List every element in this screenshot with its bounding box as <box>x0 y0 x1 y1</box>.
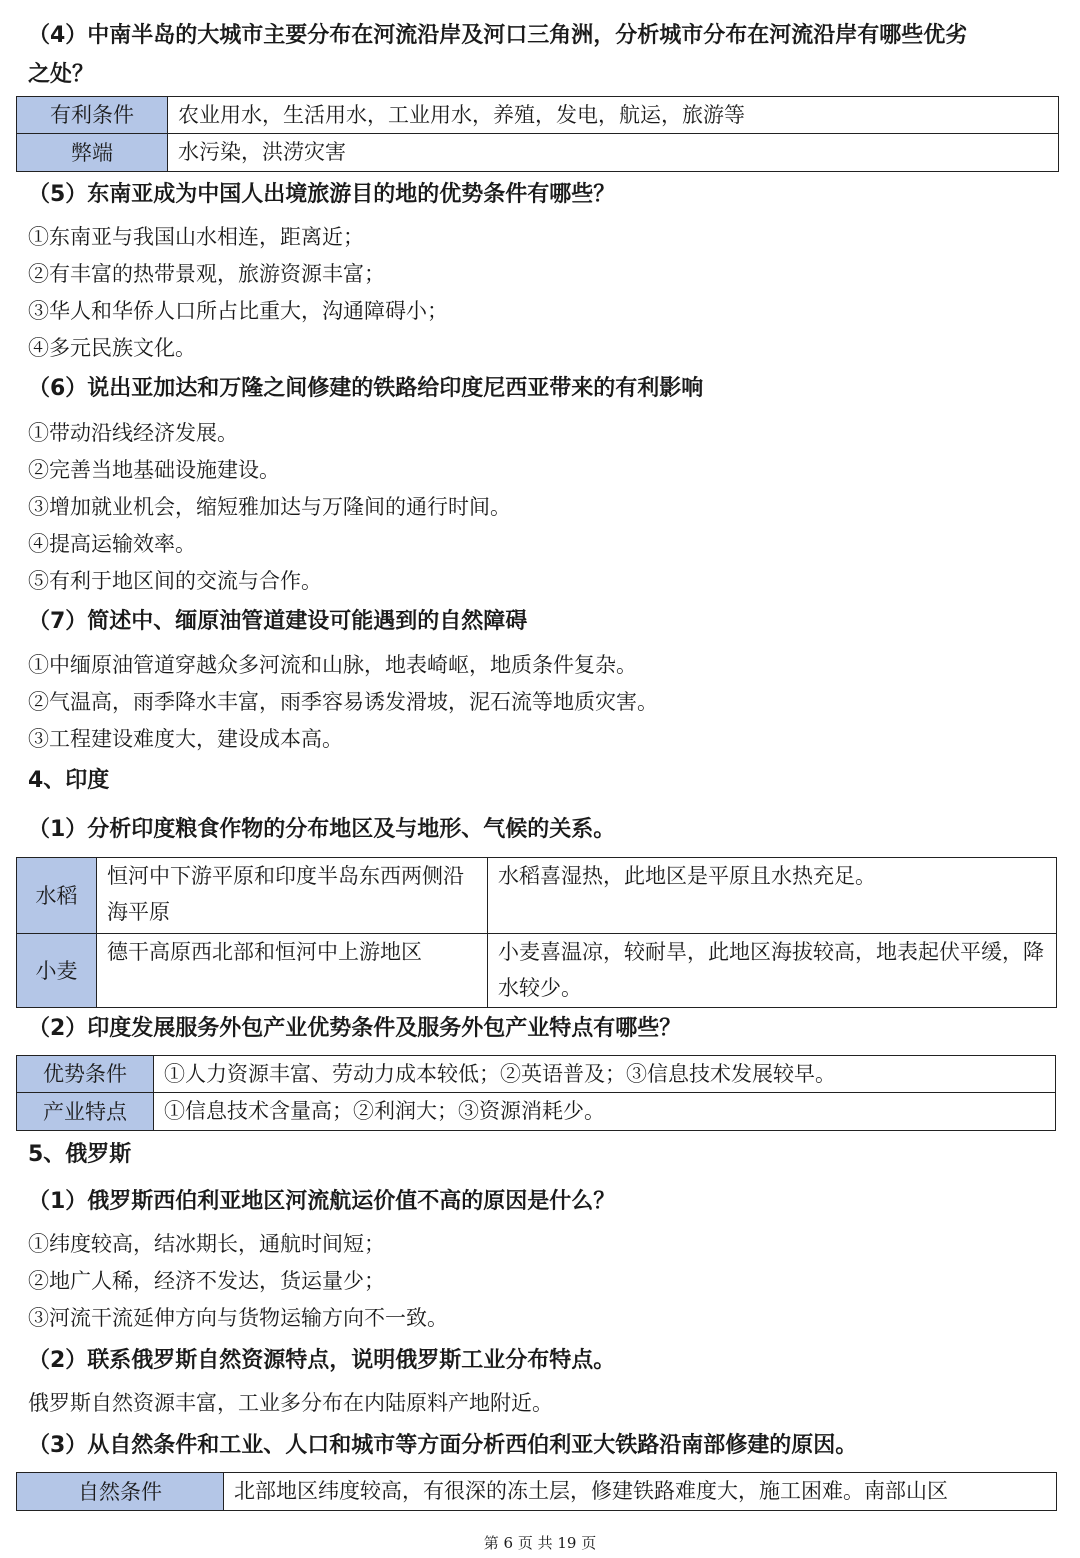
q4-title-line1: （4）中南半岛的大城市主要分布在河流沿岸及河口三角洲，分析城市分布在河流沿岸有哪些优劣 <box>28 23 968 48</box>
table-row <box>17 934 1057 1008</box>
q7-title: （7）简述中、缅原油管道建设可能遇到的自然障碍 <box>28 609 528 634</box>
crop-region-wheat: 德干高原西北部和恒河中上游地区 <box>97 934 488 1008</box>
outsourcing-label-features: 产业特点 <box>17 1093 154 1131</box>
table-row <box>17 1473 1057 1511</box>
q4-table <box>16 96 1059 172</box>
q6-title: （6）说出亚加达和万隆之间修建的铁路给印度尼西亚带来的有利影响 <box>28 376 704 401</box>
india-crops-table <box>16 857 1057 1008</box>
russia-q1-title: （1）俄罗斯西伯利亚地区河流航运价值不高的原因是什么？ <box>28 1189 616 1214</box>
russia-q1-item-2: ②地广人稀，经济不发达，货运量少； <box>28 1269 385 1293</box>
russia-q3-table <box>16 1472 1057 1511</box>
russia-q1-item-3: ③河流干流延伸方向与货物运输方向不一致。 <box>28 1306 448 1330</box>
russia-q2-text: 俄罗斯自然资源丰富，工业多分布在内陆原料产地附近。 <box>28 1391 553 1415</box>
outsourcing-text-features: ①信息技术含量高；②利润大；③资源消耗少。 <box>154 1093 1056 1131</box>
q5-item-1: ①东南亚与我国山水相连，距离近； <box>28 225 364 249</box>
russia-q1-item-1: ①纬度较高，结冰期长，通航时间短； <box>28 1232 385 1256</box>
q6-item-2: ②完善当地基础设施建设。 <box>28 458 280 482</box>
crop-label-wheat: 小麦 <box>17 934 97 1008</box>
table-row <box>17 134 1059 172</box>
q4-label-disadvantage: 弊端 <box>17 134 168 172</box>
russia-q3-label-natural: 自然条件 <box>17 1473 224 1511</box>
q7-item-3: ③工程建设难度大，建设成本高。 <box>28 727 343 751</box>
table-row <box>17 1056 1056 1093</box>
outsourcing-text-advantage: ①人力资源丰富、劳动力成本较低；②英语普及；③信息技术发展较早。 <box>154 1056 1056 1093</box>
crop-region-rice: 恒河中下游平原和印度半岛东西两侧沿海平原 <box>97 858 488 934</box>
crop-relation-wheat: 小麦喜温凉，较耐旱，此地区海拔较高，地表起伏平缓，降水较少。 <box>488 934 1057 1008</box>
russia-q3-title: （3）从自然条件和工业、人口和城市等方面分析西伯利亚大铁路沿南部修建的原因。 <box>28 1433 858 1458</box>
q5-title: （5）东南亚成为中国人出境旅游目的地的优势条件有哪些？ <box>28 182 616 207</box>
table-row <box>17 97 1059 134</box>
russia-heading: 5、俄罗斯 <box>28 1142 132 1167</box>
page-footer: 第 6 页 共 19 页 <box>483 1534 597 1552</box>
crop-label-rice: 水稻 <box>17 858 97 934</box>
india-q2-title: （2）印度发展服务外包产业优势条件及服务外包产业特点有哪些？ <box>28 1016 682 1041</box>
q4-title-line2: 之处？ <box>28 62 95 87</box>
q6-item-5: ⑤有利于地区间的交流与合作。 <box>28 569 322 593</box>
india-heading: 4、印度 <box>28 768 110 793</box>
q4-text-disadvantage: 水污染，洪涝灾害 <box>168 134 1059 172</box>
q6-item-4: ④提高运输效率。 <box>28 532 196 556</box>
russia-q2-title: （2）联系俄罗斯自然资源特点，说明俄罗斯工业分布特点。 <box>28 1348 616 1373</box>
q7-item-1: ①中缅原油管道穿越众多河流和山脉，地表崎岖，地质条件复杂。 <box>28 653 637 677</box>
q4-text-advantage: 农业用水，生活用水，工业用水，养殖，发电，航运，旅游等 <box>168 97 1059 134</box>
india-outsourcing-table <box>16 1055 1056 1131</box>
q7-item-2: ②气温高，雨季降水丰富，雨季容易诱发滑坡，泥石流等地质灾害。 <box>28 690 658 714</box>
q6-item-3: ③增加就业机会，缩短雅加达与万隆间的通行时间。 <box>28 495 511 519</box>
q6-item-1: ①带动沿线经济发展。 <box>28 421 238 445</box>
russia-q3-text-natural: 北部地区纬度较高，有很深的冻土层，修建铁路难度大，施工困难。南部山区 <box>224 1473 1057 1511</box>
india-q1-title: （1）分析印度粮食作物的分布地区及与地形、气候的关系。 <box>28 817 616 842</box>
table-row <box>17 1093 1056 1131</box>
q5-item-3: ③华人和华侨人口所占比重大，沟通障碍小； <box>28 299 448 323</box>
q4-label-advantage: 有利条件 <box>17 97 168 134</box>
q5-item-4: ④多元民族文化。 <box>28 336 196 360</box>
table-row <box>17 858 1057 934</box>
q5-item-2: ②有丰富的热带景观，旅游资源丰富； <box>28 262 385 286</box>
outsourcing-label-advantage: 优势条件 <box>17 1056 154 1093</box>
crop-relation-rice: 水稻喜湿热，此地区是平原且水热充足。 <box>488 858 1057 934</box>
